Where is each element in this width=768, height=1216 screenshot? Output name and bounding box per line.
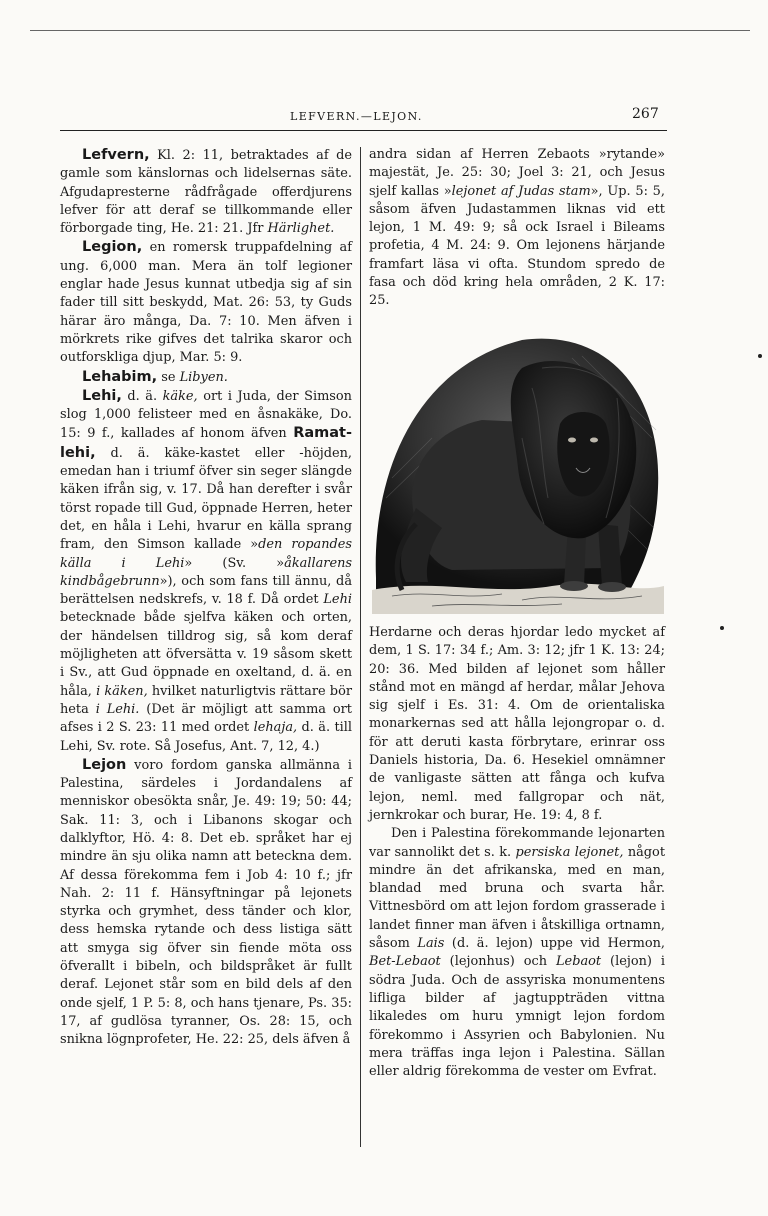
text-run: Den i Palestina förekommande lejonarten var sannolikt det s. k. [369,826,665,860]
top-scan-edge-rule [30,30,750,31]
paragraph [60,756,352,1050]
text-run: något mindre än det afrikanska, med en man, blandad med bruna och svarta hår. Vittnesbörd om att lejon fordom grasserade i landet finner man äfven i åtskilliga ortnamn, såsom [369,844,666,952]
text-run: d. ä. [121,388,163,404]
text-run: se [157,369,180,385]
paragraph [60,146,352,238]
italic-text: Lais [417,936,445,952]
scan-speck [720,626,724,630]
lion-engraving-icon [372,328,664,614]
right-column-bottom [369,624,665,1081]
italic-text: lehaja, [253,720,298,736]
italic-text: Lehi [323,592,352,608]
italic-text: lejonet af Judas stam [451,183,591,199]
text-run: »), och som fans till ännu, då berättelsen nedskrefs, v. 18 f. Då ordet [60,573,352,608]
text-run: ort i Juda, der Simson slog 1,000 felisteer med en åsnakäke, Do. 15: 9 f., kallades af honom äfven [60,388,352,442]
italic-text: den ropandes källa i Lehi [60,537,352,571]
italic-text: Härlighet. [267,221,335,237]
scan-speck [758,354,762,358]
left-column [60,146,352,1050]
paragraph [60,387,352,756]
text-run: (lejon) i södra Juda. Och de assyriska monumentens lifliga bilder af jagtuppträden vittna likaledes om huru ymnigt lejon fordom förekommo i Assyrien och Babylonien. Nu mera träffas inga lejon i Palestina. Sällan eller aldrig förekomma de vester om Evfrat. [369,954,666,1080]
paragraph [60,368,352,387]
text-run: Herdarne och deras hjordar ledo mycket af dem, 1 S. 17: 34 f.; Am. 3: 12; jfr 1 K. 13: 24; 20: 36. Med bilden af lejonet som håller stånd mot en mängd af herdar, målar Jehova sig sjelf i Es. 31: 4. Om de orientaliska monarkernas sed att hålla lejongropar o. d. för att deruti kasta förbrytare, erinrar oss Daniels historia, Da. 6. Hesekiel omnämner de vanligaste sätten att fånga och kufva lejon, neml. med fallgropar och nät, jernkrokar och burar, He. 19: 4, 8 f. [369,625,665,823]
text-run: », Up. 5: 5, såsom äfven Judastammen liknas vid ett lejon, 1 M. 49: 9; så ock Israel i Bileams profetia, 4 M. 24: 9. Om lejonens härjande framfart läsa vi ofta. Stundom spredo de fasa och död kring hela områden, 2 K. 17: 25. [369,183,665,309]
headword: Legion, [82,239,143,256]
paragraph [60,238,352,367]
text-run: andra sidan af Herren Zebaots »rytande» majestät, Je. 25: 30; Joel 3: 21, och Jesus sjelf kallas » [369,147,665,199]
italic-text: Lebaot [556,954,602,970]
text-run: hvilket naturligtvis rättare bör heta [60,683,352,717]
text-run: en romersk truppafdelning af ung. 6,000 man. Mera än tolf legioner englar hade Jesus kunnat utbedja sig af sin fader till sitt beskydd, Mat. 26: 53, ty Guds härar äro många, Da. 7: 10. Men äfven i mörkrets rike gifves det talrika skaror och outforskliga djup, Mar. 5: 9. [60,240,352,366]
headword: Lehi, [82,387,122,404]
italic-text: åkallarens kindbågebrunn [60,555,352,589]
column-divider [360,147,361,1147]
text-run: d. ä. käke-kastet eller -höjden, emedan han i triumf öfver sin seger slängde käken ifrån sig, v. 17. Då han derefter i svår törst ropade till Gud, öppnade Herren, heter det, en håla i Lehi, hvarur en källa sprang fram, den Simson kallade » [60,445,352,553]
italic-text: Bet-Lebaot [369,954,441,970]
text-run: (Det är möjligt att samma ort afses i 2 S. 23: 11 med ordet [60,701,352,736]
text-run: voro fordom ganska allmänna i Palestina, särdeles i Jordandalens af menniskor obesökta snår, Je. 49: 19; 50: 44; Sak. 11: 3, och i Libanons skogar och dalklyftor, Hö. 4: 8. Det eb. språket har ej mindre än sju olika namn att beteckna dem. Af dessa förekomma fem i Job 4: 10 f.; jfr Nah. 2: 11 f. Hänsyftningar på lejonets styrka och grymhet, dess tänder och klor, dess hemska rytande och dess listiga sätt att smyga sig öfver sin fiende möta oss öfverallt i bibeln, och bildspråket är fullt deraf. Lejonet står som en bild dels af den onde sjelf, 1 P. 5: 8, och hans tjenare, Ps. 35: 17, af gudlösa tyranner, Os. 28: 15, och snikna lögnprofeter, He. 22: 25, dels äfven å [60,757,352,1048]
text-run: (lejonhus) och [440,954,556,970]
italic-text: i Lehi. [95,701,140,717]
headword: Lefvern, [82,147,150,163]
italic-text: Libyen. [179,369,228,385]
right-column-top [369,146,665,311]
text-run: » (Sv. » [184,555,285,571]
italic-text: persiska lejonet, [515,844,624,860]
text-run: (d. ä. lejon) uppe vid Hermon, [444,936,665,952]
text-run: d. ä. till Lehi, Sv. rote. Så Josefus, Ant. 7, 12, 4.) [60,720,352,754]
italic-text: käke, [162,388,198,404]
running-head: LEFVERN.—LEJON. [290,110,423,123]
italic-text: i käken, [96,683,148,699]
text-run: betecknade både sjelfva käken och orten, der händelsen tilldrog sig, så kom deraf möjligheten att öfversätta v. 19 såsom skett i Sv., att Gud öppnade en oxeltand, d. ä. en håla, [60,610,352,699]
text-run: Kl. 2: 11, betraktades af de gamle som känslornas och lidelsernas säte. Afgudapresterne rådfrågade offerdjurens lefver för att deraf se tillkommande eller förborgade ting, He. 21: 21. Jfr [60,148,352,237]
headword: Lejon [82,756,127,773]
paragraph [369,624,665,825]
paragraph [369,146,665,311]
page-number: 267 [632,106,659,122]
headword: Lehabim, [82,368,158,385]
paragraph [369,825,665,1081]
headword: Ramat-lehi, [60,425,352,461]
lion-illustration [372,328,664,614]
header-rule [60,130,667,131]
